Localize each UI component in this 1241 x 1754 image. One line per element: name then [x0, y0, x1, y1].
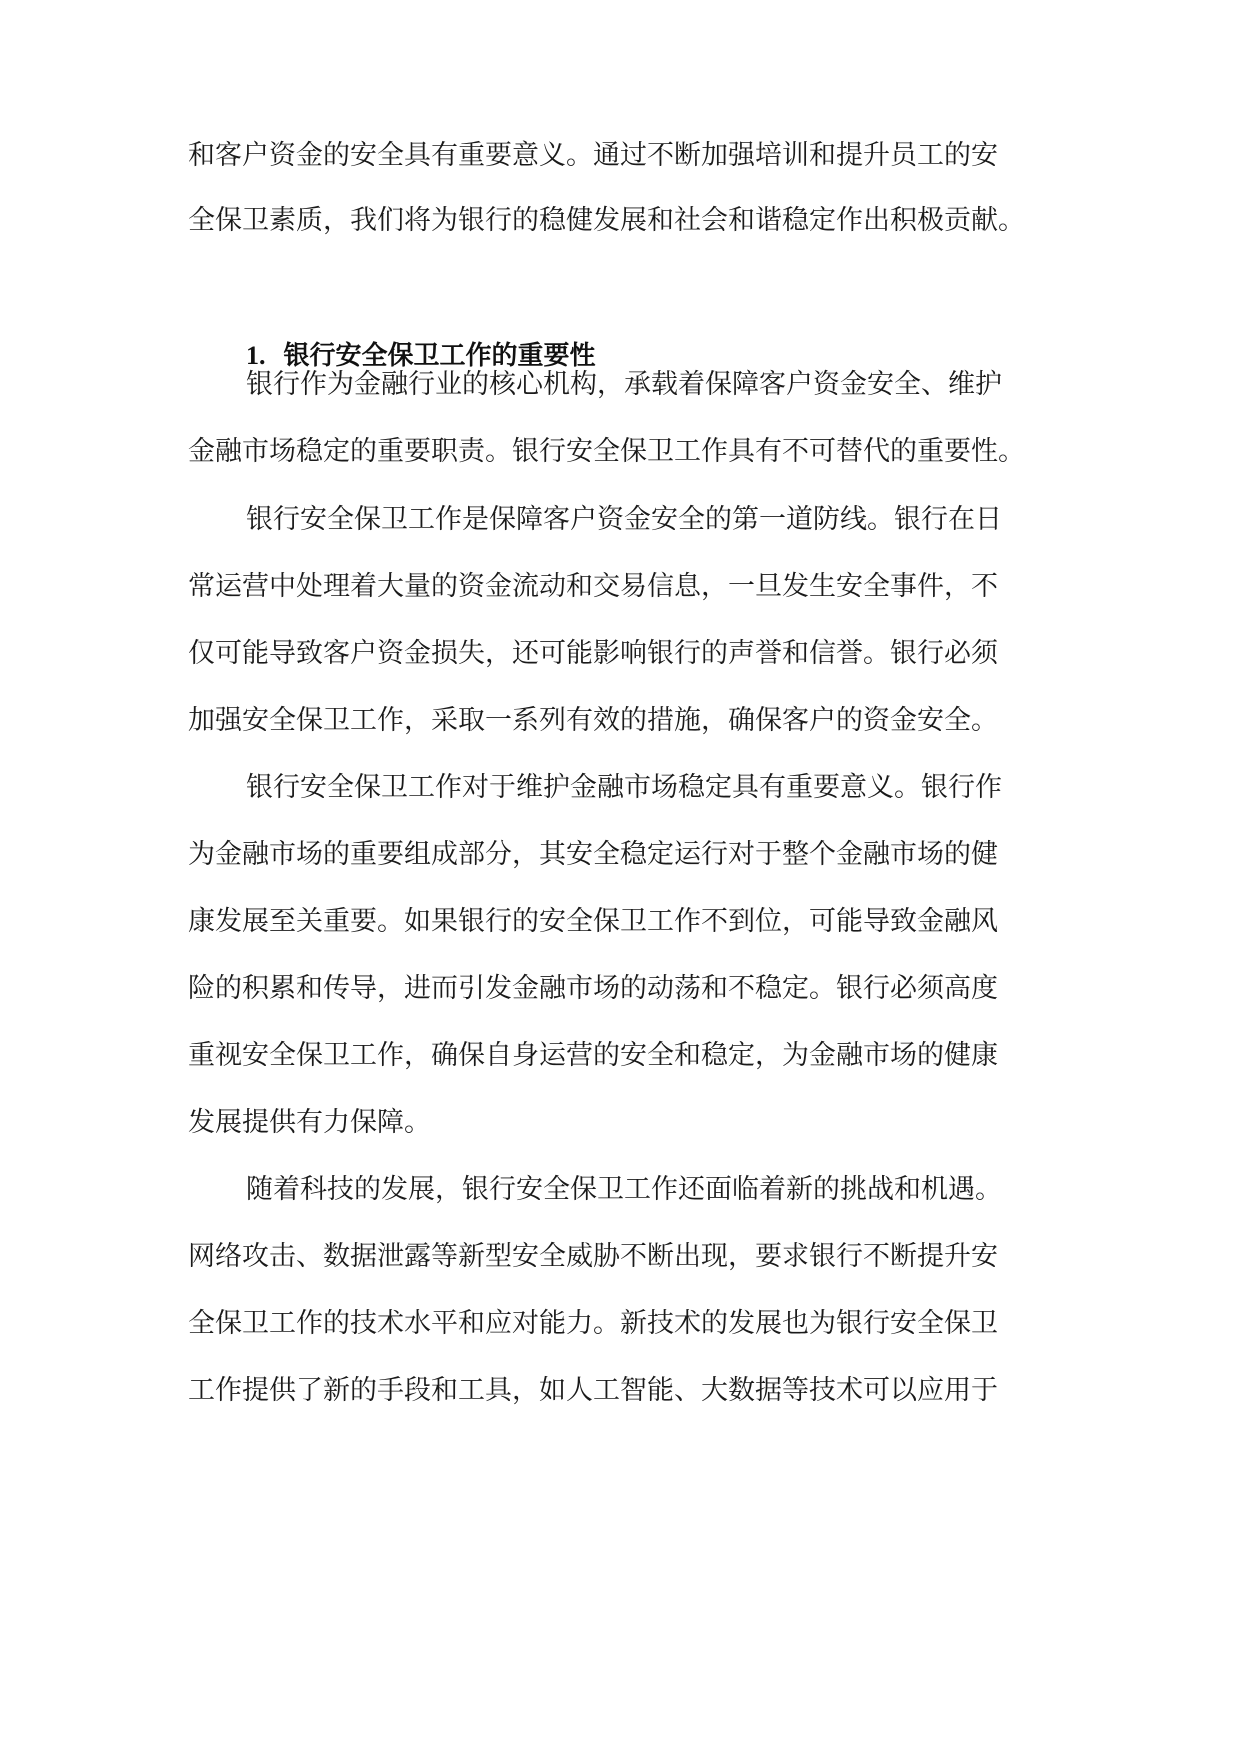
paragraph-4-line-4: 工作提供了新的手段和工具，如人工智能、大数据等技术可以应用于 — [188, 1375, 998, 1406]
paragraph-4-line-1: 随着科技的发展，银行安全保卫工作还面临着新的挑战和机遇。 — [246, 1174, 1002, 1205]
paragraph-3-line-5: 重视安全保卫工作，确保自身运营的安全和稳定，为金融市场的健康 — [188, 1040, 998, 1071]
paragraph-1-line-2: 金融市场稳定的重要职责。银行安全保卫工作具有不可替代的重要性。 — [188, 436, 1025, 467]
intro-line-1: 和客户资金的安全具有重要意义。通过不断加强培训和提升员工的安 — [188, 140, 998, 171]
section-title: 银行安全保卫工作的重要性 — [283, 341, 596, 371]
paragraph-1-line-1: 银行作为金融行业的核心机构，承载着保障客户资金安全、维护 — [246, 369, 1002, 400]
paragraph-2-line-4: 加强安全保卫工作，采取一系列有效的措施，确保客户的资金安全。 — [188, 705, 998, 736]
paragraph-2-line-1: 银行安全保卫工作是保障客户资金安全的第一道防线。银行在日 — [246, 504, 1002, 535]
intro-line-2: 全保卫素质，我们将为银行的稳健发展和社会和谐稳定作出积极贡献。 — [188, 205, 1025, 236]
paragraph-3-line-2: 为金融市场的重要组成部分，其安全稳定运行对于整个金融市场的健 — [188, 839, 998, 870]
paragraph-4-line-2: 网络攻击、数据泄露等新型安全威胁不断出现，要求银行不断提升安 — [188, 1241, 998, 1272]
paragraph-3-line-3: 康发展至关重要。如果银行的安全保卫工作不到位，可能导致金融风 — [188, 906, 998, 937]
paragraph-2-line-3: 仅可能导致客户资金损失，还可能影响银行的声誉和信誉。银行必须 — [188, 638, 998, 669]
paragraph-4-line-3: 全保卫工作的技术水平和应对能力。新技术的发展也为银行安全保卫 — [188, 1308, 998, 1339]
section-number: 1. — [246, 341, 266, 370]
paragraph-2-line-2: 常运营中处理着大量的资金流动和交易信息，一旦发生安全事件，不 — [188, 571, 998, 602]
paragraph-3-line-6: 发展提供有力保障。 — [188, 1107, 431, 1138]
paragraph-3-line-4: 险的积累和传导，进而引发金融市场的动荡和不稳定。银行必须高度 — [188, 973, 998, 1004]
paragraph-3-line-1: 银行安全保卫工作对于维护金融市场稳定具有重要意义。银行作 — [246, 772, 1002, 803]
